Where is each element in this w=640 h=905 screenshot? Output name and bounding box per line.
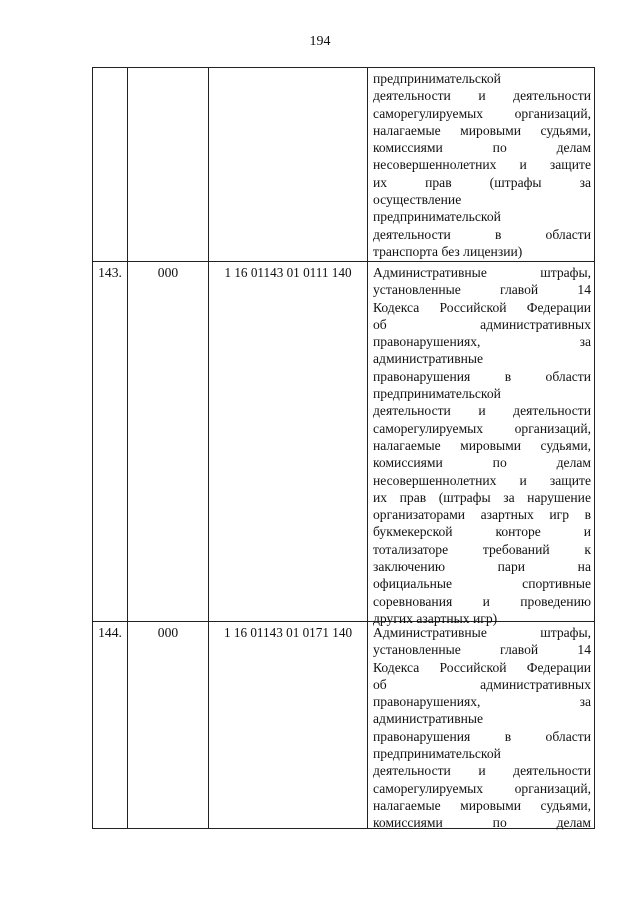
description-line: несовершеннолетних и защите xyxy=(373,157,591,173)
description-line: Административные штрафы, xyxy=(373,625,591,640)
description-line: букмекерской конторе и xyxy=(373,524,591,540)
row-number: 143. xyxy=(98,265,122,280)
description-line: их прав (штрафы за xyxy=(373,174,591,190)
continuation-description xyxy=(373,70,591,260)
page-number: 194 xyxy=(309,34,331,49)
row-number: 144. xyxy=(98,625,122,640)
description-line: комиссиями по делам xyxy=(373,815,591,831)
description-line: налагаемые мировыми судьями, xyxy=(373,122,591,138)
admin-code: 000 xyxy=(157,265,179,280)
description-line: деятельности в области xyxy=(373,226,591,242)
description-line: комиссиями по делам xyxy=(373,140,591,156)
description-line: организаторами азартных игр в xyxy=(373,507,591,523)
admin-code: 000 xyxy=(157,625,179,640)
column-divider xyxy=(367,68,368,828)
budget-classification-code: 1 16 01143 01 0171 140 xyxy=(223,625,353,640)
description-line: саморегулируемых организаций, xyxy=(373,420,591,436)
description-line: предпринимательской xyxy=(373,746,501,762)
budget-codes-table xyxy=(92,67,595,829)
description-line: осуществление xyxy=(373,192,462,208)
description-line: Кодекса Российской Федерации xyxy=(373,659,591,675)
description-line: Административные штрафы, xyxy=(373,265,591,280)
description-line: предпринимательской xyxy=(373,71,501,86)
description-line: других азартных игр) xyxy=(373,610,498,626)
description-line: правонарушения в области xyxy=(373,728,591,744)
description-line: официальные спортивные xyxy=(373,576,591,592)
description-line: соревнования и проведению xyxy=(373,593,591,609)
description-line: предпринимательской xyxy=(373,209,501,225)
description-line: установленные главой 14 xyxy=(373,282,591,298)
row-description xyxy=(373,264,591,627)
description-line: установленные главой 14 xyxy=(373,642,591,658)
row-divider xyxy=(93,261,594,262)
description-line: комиссиями по делам xyxy=(373,455,591,471)
description-line: административные xyxy=(373,711,484,727)
description-line: правонарушениях, за xyxy=(373,694,591,710)
description-line: об административных xyxy=(373,316,591,332)
description-line: административные xyxy=(373,351,484,367)
description-line: об административных xyxy=(373,676,591,692)
description-line: их прав (штрафы за нарушение xyxy=(373,489,591,505)
description-line: транспорта без лицензии) xyxy=(373,243,523,259)
description-line: предпринимательской xyxy=(373,386,501,402)
description-line: саморегулируемых организаций, xyxy=(373,780,591,796)
description-line: деятельности и деятельности xyxy=(373,403,591,419)
budget-classification-code: 1 16 01143 01 0111 140 xyxy=(224,265,352,280)
description-line: заключению пари на xyxy=(373,559,591,575)
description-line: правонарушениях, за xyxy=(373,334,591,350)
row-description xyxy=(373,624,591,832)
column-divider xyxy=(208,68,209,828)
description-line: саморегулируемых организаций, xyxy=(373,105,591,121)
description-line: налагаемые мировыми судьями, xyxy=(373,437,591,453)
description-line: Кодекса Российской Федерации xyxy=(373,299,591,315)
description-line: деятельности и деятельности xyxy=(373,88,591,104)
description-line: деятельности и деятельности xyxy=(373,763,591,779)
description-line: налагаемые мировыми судьями, xyxy=(373,797,591,813)
description-line: правонарушения в области xyxy=(373,368,591,384)
description-line: тотализаторе требований к xyxy=(373,541,591,557)
column-divider xyxy=(127,68,128,828)
description-line: несовершеннолетних и защите xyxy=(373,472,591,488)
